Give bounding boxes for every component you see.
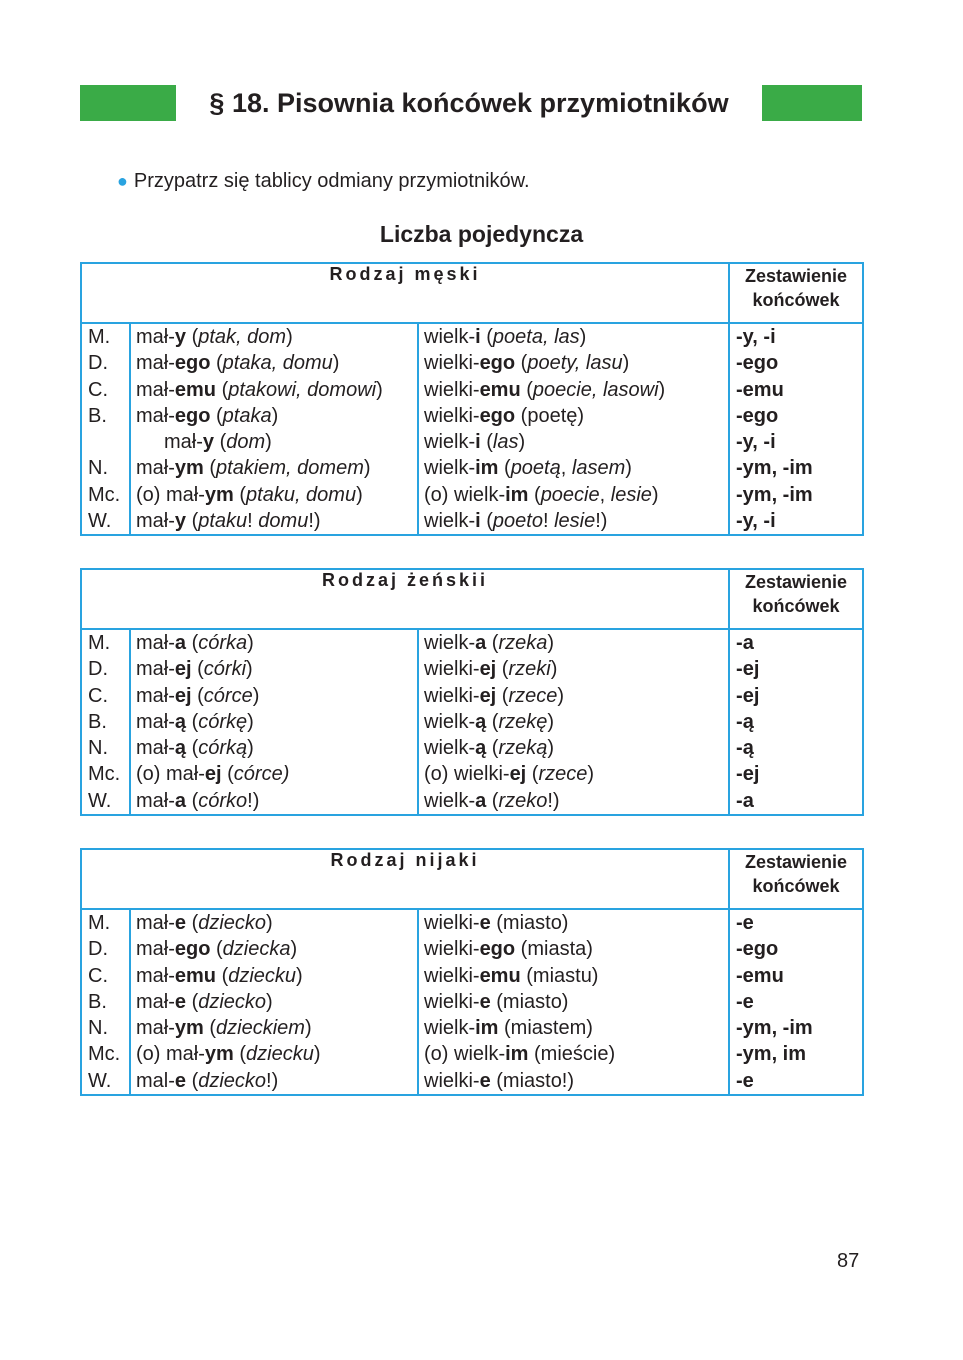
ending: -a xyxy=(736,789,754,812)
case-label: C. xyxy=(88,378,108,401)
wielka-column xyxy=(418,629,729,815)
form-large: wielk-ą (rzekę) xyxy=(424,710,555,733)
form-large: wielk-im (miastem) xyxy=(424,1017,593,1040)
form-small: mał-e (dziecko) xyxy=(136,912,273,934)
form-small: mał-ą (córką) xyxy=(136,737,254,760)
case-label: M. xyxy=(88,632,111,654)
form-small: mał-a (córko!) xyxy=(136,789,260,812)
case-column xyxy=(81,909,130,1095)
ending: -y, -i xyxy=(736,431,776,454)
case-label: B. xyxy=(88,710,107,733)
ending: -a xyxy=(736,632,754,654)
form-small: (o) mał-ym (ptaku, domu) xyxy=(136,483,363,506)
endings-column xyxy=(729,909,863,1095)
form-small: mał-emu (dziecku) xyxy=(136,964,303,987)
case-label: N. xyxy=(88,457,108,480)
wielki-column xyxy=(418,323,729,535)
form-large: (o) wielk-im (mieście) xyxy=(424,1043,616,1066)
case-label: D. xyxy=(88,352,108,375)
form-small: mał-ego (dziecka) xyxy=(136,938,298,961)
bullet-icon: ● xyxy=(117,171,128,191)
masculine-table xyxy=(80,262,864,536)
ending: -ym, -im xyxy=(736,457,813,480)
case-label: D. xyxy=(88,938,108,961)
ending: -ej xyxy=(736,763,760,786)
section-subtitle: Liczba pojedyncza xyxy=(379,221,584,247)
endings-column xyxy=(729,323,863,535)
form-large: wielki-ej (rzeki) xyxy=(424,658,558,681)
case-label: W. xyxy=(88,510,112,533)
form-small: mał-y (ptaku! domu!) xyxy=(136,510,321,533)
maly-column xyxy=(130,323,418,535)
form-large: (o) wielk-im (poecie, lesie) xyxy=(424,483,659,506)
feminine-table xyxy=(80,568,864,816)
case-label: B. xyxy=(88,404,107,427)
form-large: wielki-e (miasto) xyxy=(424,990,569,1013)
ending: -ym, -im xyxy=(736,483,813,506)
ending: -emu xyxy=(736,378,784,401)
case-label: M. xyxy=(88,326,111,348)
summary-header: Zestawienie końcówek xyxy=(729,569,863,629)
ending: -ego xyxy=(736,938,779,961)
wielkie-column xyxy=(418,909,729,1095)
form-large: wielki-emu (poecie, lasowi) xyxy=(424,378,666,401)
case-label: C. xyxy=(88,964,108,987)
form-small: mał-y (dom) xyxy=(164,431,272,454)
instruction xyxy=(117,170,530,193)
endings-column xyxy=(729,629,863,815)
ending: -y, -i xyxy=(736,326,776,348)
ending: -ą xyxy=(736,710,754,733)
ending: -e xyxy=(736,1069,754,1092)
form-small: mał-y (ptak, dom) xyxy=(136,326,293,348)
case-label: Mc. xyxy=(88,483,121,506)
gender-header-masculine: Rodzaj męski xyxy=(81,263,729,323)
case-column xyxy=(81,323,130,535)
left-green-bar xyxy=(80,85,176,121)
case-label: N. xyxy=(88,1017,108,1040)
form-small: mał-emu (ptakowi, domowi) xyxy=(136,378,383,401)
form-small: mał-ego (ptaka) xyxy=(136,404,279,427)
form-small: mał-ej (córki) xyxy=(136,658,253,681)
ending: -ym, im xyxy=(736,1043,807,1066)
neuter-table xyxy=(80,848,864,1096)
case-column xyxy=(81,629,130,815)
right-green-bar xyxy=(762,85,862,121)
form-large: wielk-a (rzeko!) xyxy=(424,789,560,812)
form-large: wielki-ego (poety, lasu) xyxy=(424,352,630,375)
mala-column xyxy=(130,629,418,815)
form-small: mal-e (dziecko!) xyxy=(136,1069,279,1092)
case-label: B. xyxy=(88,990,107,1013)
form-large: wielk-i (poeto! lesie!) xyxy=(424,510,608,533)
form-large: wielki-ej (rzece) xyxy=(424,684,565,707)
instruction-text: Przypatrz się tablicy odmiany przymiotników. xyxy=(133,170,530,192)
form-large: wielk-i (las) xyxy=(424,431,526,454)
chapter-title: § 18. Pisownia końcówek przymiotników xyxy=(209,87,729,118)
form-large: wielk-a (rzeka) xyxy=(424,632,555,654)
form-small: mał-ym (dzieckiem) xyxy=(136,1017,312,1040)
case-label: Mc. xyxy=(88,1043,121,1066)
case-label: W. xyxy=(88,789,112,812)
ending: -y, -i xyxy=(736,510,776,533)
form-small: mał-ą (córkę) xyxy=(136,710,254,733)
summary-header: Zestawienie końcówek xyxy=(729,263,863,323)
ending: -e xyxy=(736,912,754,934)
form-large: (o) wielki-ej (rzece) xyxy=(424,763,595,786)
ending: -emu xyxy=(736,964,784,987)
case-label: N. xyxy=(88,737,108,760)
form-small: mał-ej (córce) xyxy=(136,684,260,707)
form-small: mał-a (córka) xyxy=(136,632,254,654)
form-large: wielki-e (miasto) xyxy=(424,912,569,934)
form-large: wielk-ą (rzeką) xyxy=(424,737,555,760)
ending: -ym, -im xyxy=(736,1017,813,1040)
ending: -ej xyxy=(736,658,760,681)
summary-header: Zestawienie końcówek xyxy=(729,849,863,909)
form-large: wielki-emu (miastu) xyxy=(424,964,599,987)
case-label: D. xyxy=(88,658,108,681)
case-label: W. xyxy=(88,1069,112,1092)
form-small: mał-ego (ptaka, domu) xyxy=(136,352,340,375)
form-large: wielki-e (miasto!) xyxy=(424,1069,575,1092)
form-large: wielk-i (poeta, las) xyxy=(424,326,587,348)
form-large: wielki-ego (miasta) xyxy=(424,938,593,961)
ending: -ego xyxy=(736,352,779,375)
form-small: mał-ym (ptakiem, domem) xyxy=(136,457,371,480)
form-small: mał-e (dziecko) xyxy=(136,990,273,1013)
ending: -e xyxy=(736,990,754,1013)
male-column xyxy=(130,909,418,1095)
ending: -ego xyxy=(736,404,779,427)
form-small: (o) mał-ej (córce) xyxy=(136,763,290,786)
page-number: 87 xyxy=(837,1250,860,1272)
case-label xyxy=(82,429,129,455)
ending: -ą xyxy=(736,737,754,760)
ending: -ej xyxy=(736,684,760,707)
gender-header-neuter: Rodzaj nijaki xyxy=(81,849,729,909)
form-large: wielk-im (poetą, lasem) xyxy=(424,457,632,480)
case-label: C. xyxy=(88,684,108,707)
case-label: Mc. xyxy=(88,763,121,786)
gender-header-feminine: Rodzaj żeńskii xyxy=(81,569,729,629)
form-large: wielki-ego (poetę) xyxy=(424,404,585,427)
case-label: M. xyxy=(88,912,111,934)
form-small: (o) mał-ym (dziecku) xyxy=(136,1043,321,1066)
